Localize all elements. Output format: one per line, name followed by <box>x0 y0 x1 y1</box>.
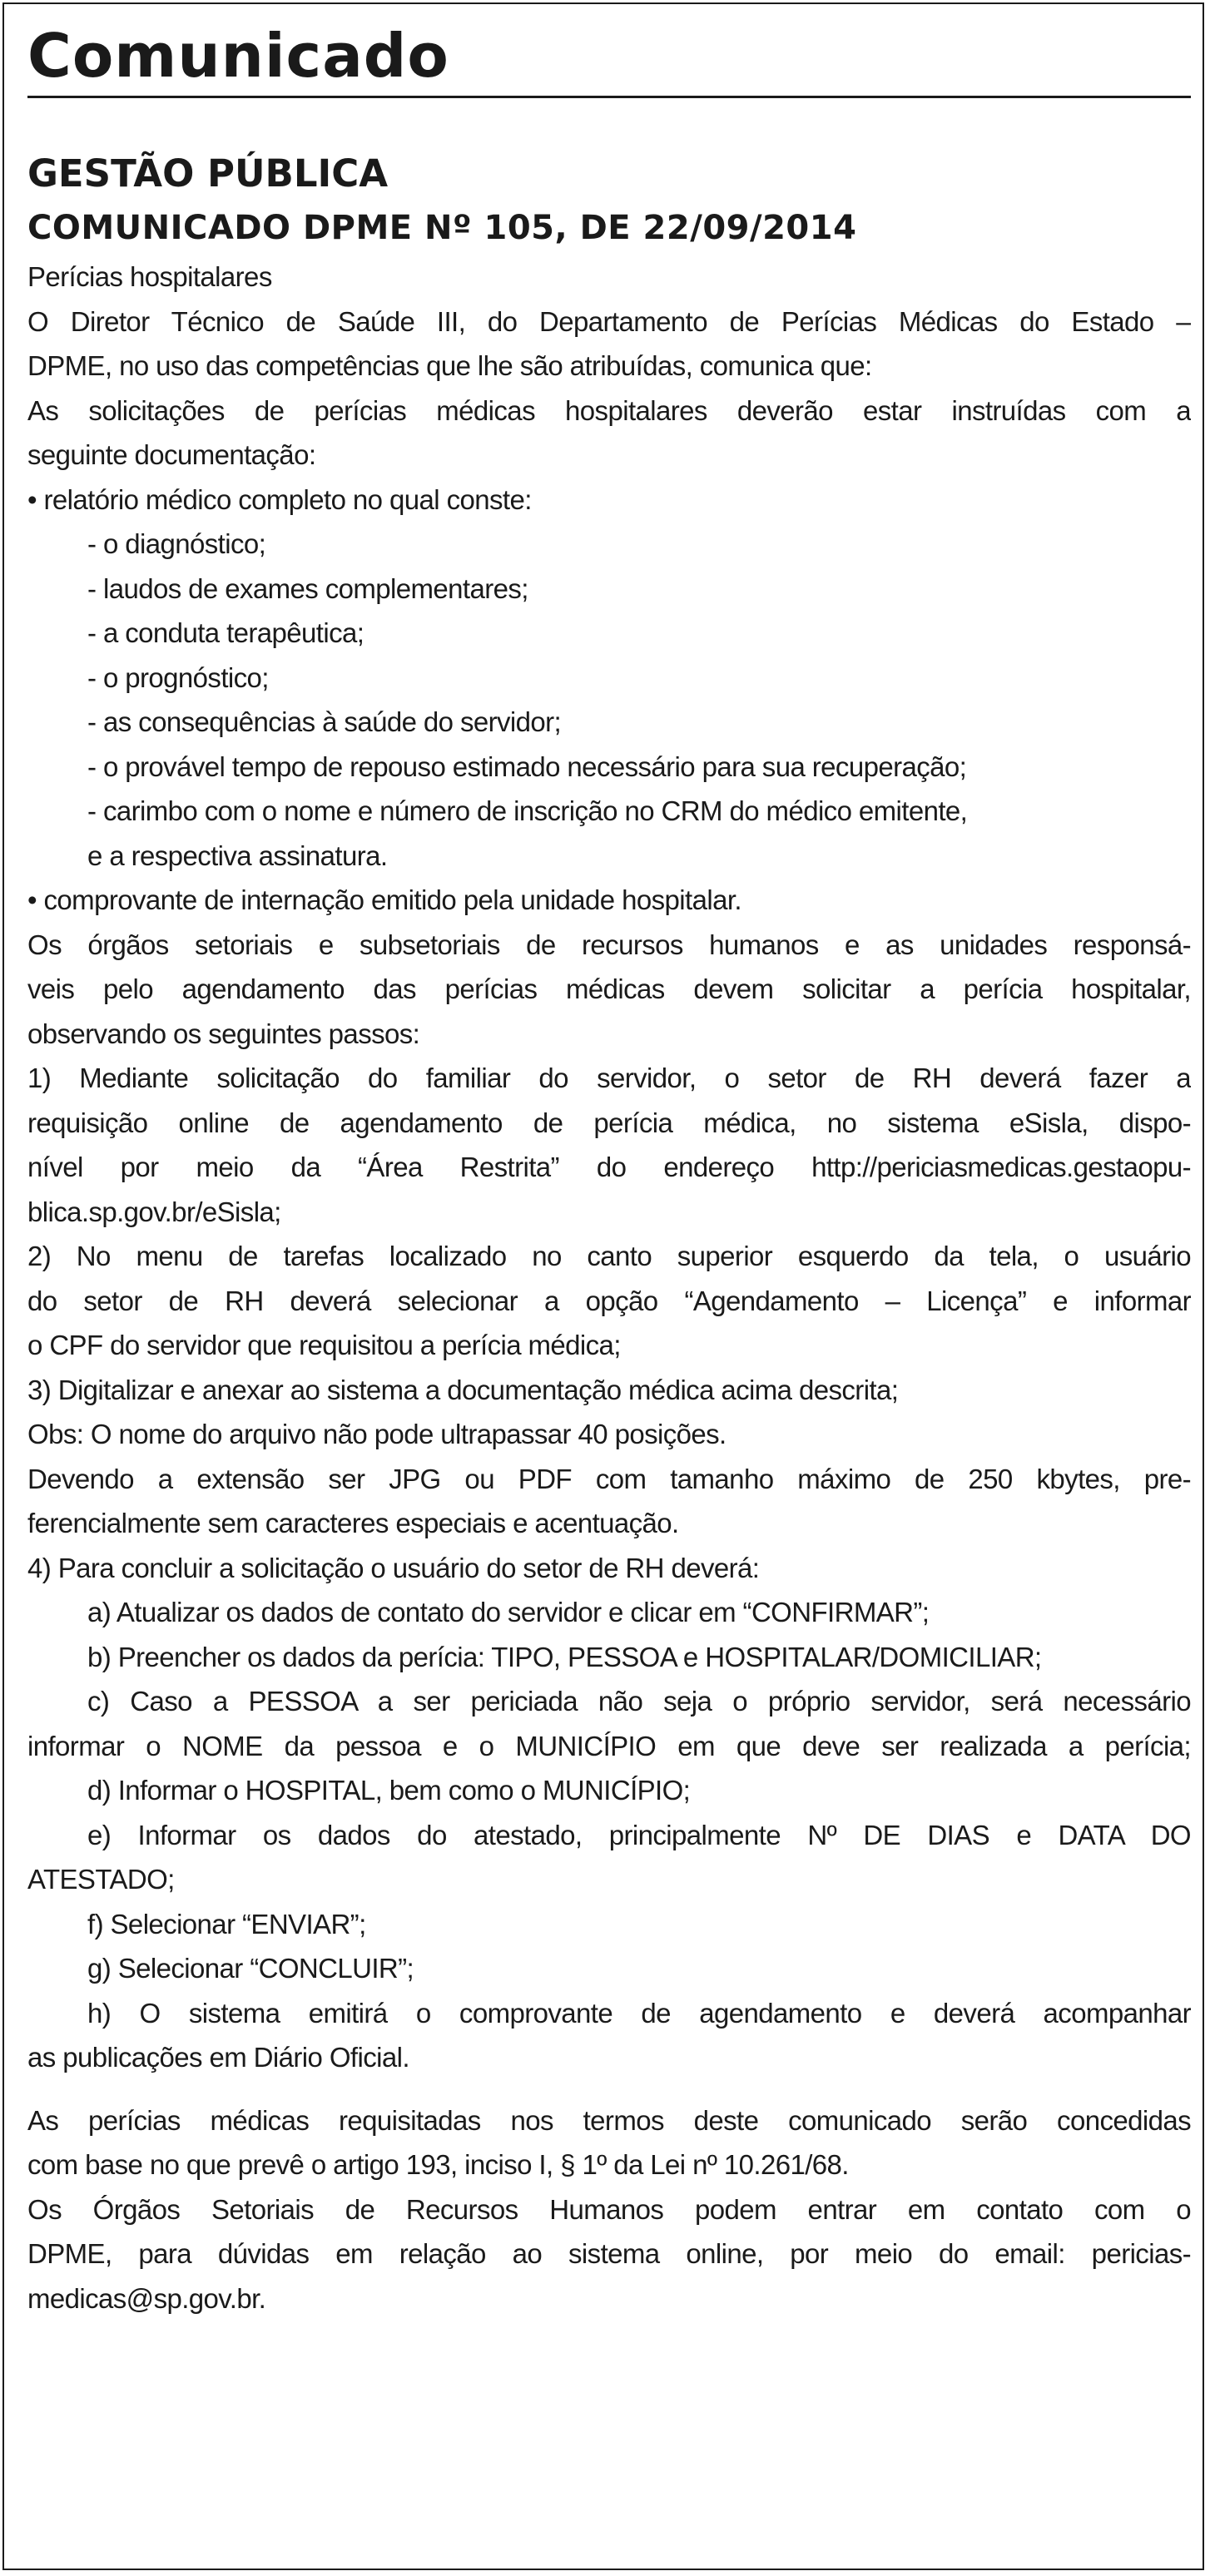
text-line: medicas@sp.gov.br. <box>27 2282 266 2314</box>
text-line: O Diretor Técnico de Saúde III, do Departamento de Perícias Médicas do Estado – <box>27 305 1191 337</box>
text-line: nível por meio da “Área Restrita” do endereço http://periciasmedicas.gestaopu- <box>27 1152 1191 1182</box>
text-line: a) Atualizar os dados de contato do servidor e clicar em “CONFIRMAR”; <box>87 1597 930 1627</box>
document-frame <box>2 2 1204 2570</box>
text-line: as publicações em Diário Oficial. <box>27 2042 409 2073</box>
text-line: o CPF do servidor que requisitou a perícia médica; <box>27 1330 621 1360</box>
text-line: 2) No menu de tarefas localizado no canto superior esquerdo da tela, o usuário <box>27 1241 1191 1271</box>
document-content <box>27 4 1191 2321</box>
text-line: ATESTADO; <box>27 1864 175 1895</box>
text-line: Os órgãos setoriais e subsetoriais de recursos humanos e as unidades responsá- <box>27 929 1191 960</box>
text-line: do setor de RH deverá selecionar a opção “Agendamento – Licença” e informar <box>27 1285 1191 1316</box>
text-line: e a respectiva assinatura. <box>87 840 388 871</box>
text-line: - laudos de exames complementares; <box>87 572 528 604</box>
text-line: g) Selecionar “CONCLUIR”; <box>87 1953 414 1984</box>
section-heading: GESTÃO PÚBLICA <box>27 151 389 196</box>
text-line: Os Órgãos Setoriais de Recursos Humanos podem entrar em contato com o <box>27 2193 1191 2225</box>
text-line: veis pelo agendamento das perícias médicas devem solicitar a perícia hospitalar, <box>27 973 1191 1004</box>
text-line: com base no que prevê o artigo 193, inciso I, § 1º da Lei nº 10.261/68. <box>27 2149 849 2180</box>
text-line: b) Preencher os dados da perícia: TIPO, PESSOA e HOSPITALAR/DOMICILIAR; <box>87 1641 1042 1672</box>
text-line: As perícias médicas requisitadas nos termos deste comunicado serão concedidas <box>27 2104 1191 2136</box>
text-line: DPME, no uso das competências que lhe são atribuídas, comunica que: <box>27 350 872 381</box>
text-line: c) Caso a PESSOA a ser periciada não seja o próprio servidor, será necessário <box>87 1686 1191 1717</box>
text-line: ferencialmente sem caracteres especiais e acentuação. <box>27 1508 679 1538</box>
text-line: • relatório médico completo no qual conste: <box>27 483 532 515</box>
text-line: • comprovante de internação emitido pela unidade hospitalar. <box>27 884 741 915</box>
text-line: f) Selecionar “ENVIAR”; <box>87 1908 366 1939</box>
text-line: As solicitações de perícias médicas hospitalares deverão estar instruídas com a <box>27 394 1191 426</box>
text-line: d) Informar o HOSPITAL, bem como o MUNICÍPIO; <box>87 1775 691 1806</box>
text-line: DPME, para dúvidas em relação ao sistema online, por meio do email: pericias- <box>27 2238 1191 2269</box>
text-line: - o prognóstico; <box>87 661 269 693</box>
text-line: Devendo a extensão ser JPG ou PDF com tamanho máximo de 250 kbytes, pre- <box>27 1463 1191 1494</box>
text-line: informar o NOME da pessoa e o MUNICÍPIO em que deve ser realizada a perícia; <box>27 1730 1191 1761</box>
page-title: Comunicado <box>27 21 449 91</box>
text-line: 3) Digitalizar e anexar ao sistema a documentação médica acima descrita; <box>27 1374 899 1405</box>
text-line: - o provável tempo de repouso estimado necessário para sua recuperação; <box>87 751 967 782</box>
text-line: requisição online de agendamento de perícia médica, no sistema eSisla, dispo- <box>27 1107 1191 1138</box>
text-line: Perícias hospitalares <box>27 261 272 292</box>
text-line: seguinte documentação: <box>27 439 316 470</box>
text-line: - o diagnóstico; <box>87 528 266 559</box>
document-title: COMUNICADO DPME Nº 105, DE 22/09/2014 <box>27 209 857 247</box>
title-divider <box>27 96 1191 98</box>
text-line: h) O sistema emitirá o comprovante de agendamento e deverá acompanhar <box>87 1997 1191 2029</box>
text-line: Obs: O nome do arquivo não pode ultrapassar 40 posições. <box>27 1419 726 1449</box>
text-line: observando os seguintes passos: <box>27 1018 420 1049</box>
text-line: - as consequências à saúde do servidor; <box>87 706 562 737</box>
text-line: 4) Para concluir a solicitação o usuário do setor de RH deverá: <box>27 1552 760 1583</box>
text-line: - carimbo com o nome e número de inscrição no CRM do médico emitente, <box>87 795 968 826</box>
text-line: - a conduta terapêutica; <box>87 617 364 648</box>
text-line: 1) Mediante solicitação do familiar do servidor, o setor de RH deverá fazer a <box>27 1063 1191 1093</box>
text-line: blica.sp.gov.br/eSisla; <box>27 1196 281 1227</box>
text-line: e) Informar os dados do atestado, principalmente Nº DE DIAS e DATA DO <box>87 1819 1191 1850</box>
document-body <box>27 255 1191 2321</box>
